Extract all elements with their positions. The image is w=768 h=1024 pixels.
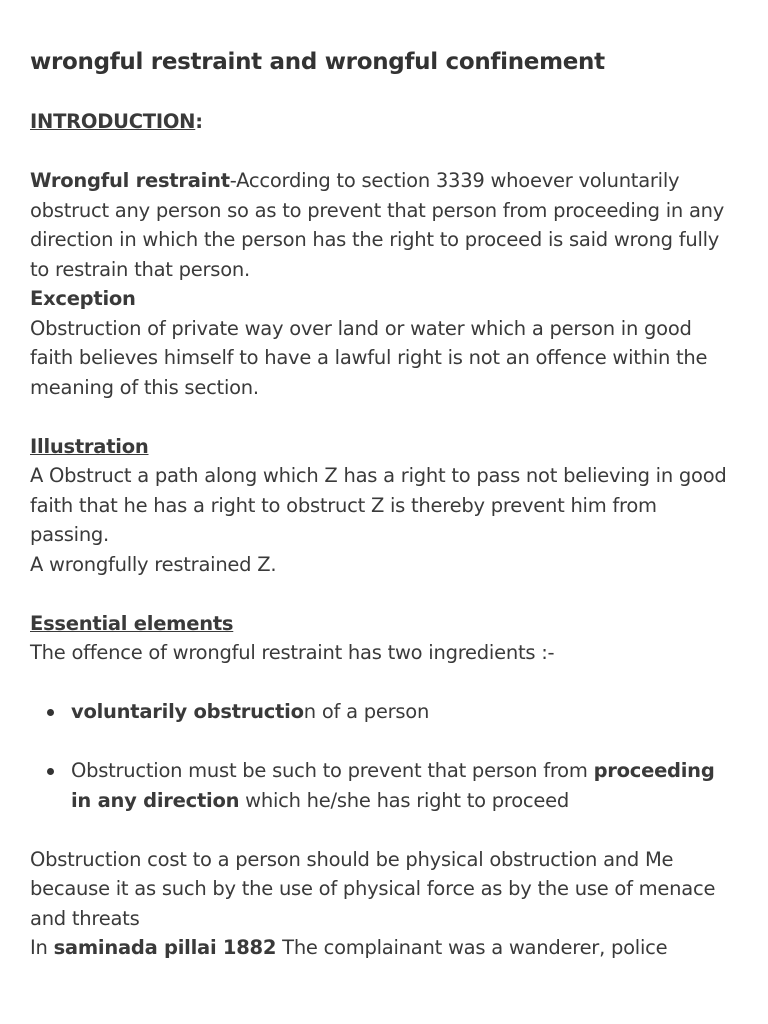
definition-term: Wrongful restraint — [30, 169, 230, 192]
case-name: saminada pillai 1882 — [53, 936, 277, 959]
case-pre: In — [30, 936, 54, 959]
list-item-pre: Obstruction must be such to prevent that person from — [71, 759, 594, 782]
definition-text: -According to section 3339 whoever voluntarily obstruct any person so as to prevent that person from proceeding in any direction in which the person has the right to proceed is said wrong fully to restrain that person. — [30, 169, 725, 281]
essential-elements-heading: Essential elements — [30, 611, 234, 635]
list-item-text: n of a person — [303, 700, 430, 723]
introduction-heading — [30, 107, 738, 137]
illustration-conclusion: A wrongfully restrained Z. — [30, 552, 277, 576]
illustration-text: A Obstruct a path along which Z has a right to pass not believing in good faith that he has a right to obstruct Z is thereby prevent him from passing. — [30, 464, 727, 546]
closing-paragraph: Obstruction cost to a person should be physical obstruction and Me because it as such by the use of physical force as by the use of menace and threats — [30, 847, 716, 930]
list-item — [30, 697, 738, 727]
case-text: The complainant was a wanderer, police — [276, 936, 668, 959]
definition-paragraph — [30, 166, 738, 284]
list-item-text: which he/she has right to proceed — [239, 788, 570, 812]
introduction-heading-text: INTRODUCTION — [30, 110, 196, 133]
page-title: wrongful restraint and wrongful confinement — [30, 49, 605, 75]
case-paragraph — [30, 933, 738, 963]
exception-text: Obstruction of private way over land or water which a person in good faith believes himself to have a lawful right is not an offence within the meaning of this section. — [30, 316, 708, 399]
essential-elements-list — [30, 697, 738, 727]
essential-elements-intro: The offence of wrongful restraint has two ingredients :- — [30, 641, 555, 664]
list-item-bold: proceeding in any direction — [71, 759, 715, 812]
illustration-heading: Illustration — [30, 434, 149, 458]
introduction-colon: : — [195, 110, 203, 133]
list-item-bold: voluntarily obstructio — [71, 700, 304, 723]
essential-elements-list-2 — [30, 756, 738, 815]
list-item — [30, 756, 738, 815]
exception-heading: Exception — [30, 287, 136, 310]
